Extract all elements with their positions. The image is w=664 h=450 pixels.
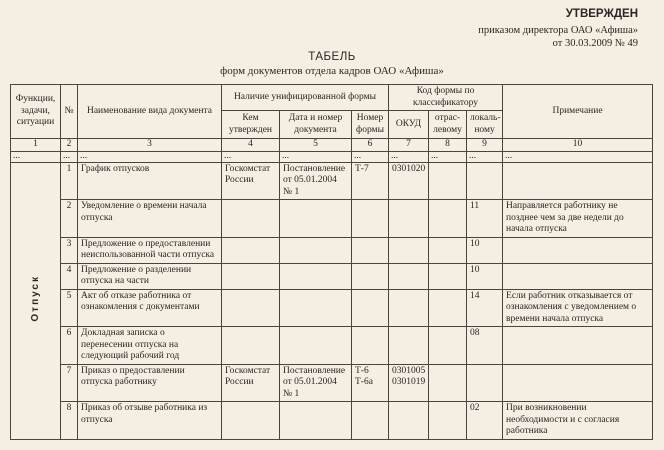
column-number: 6 (352, 139, 389, 152)
column-number: 7 (389, 139, 429, 152)
doc-name: Докладная записка о перенесении отпуска на следующий рабочий год (78, 327, 222, 365)
who-approved: Госкомстат России (222, 364, 280, 402)
column-number: 3 (78, 139, 222, 152)
doc-name: Акт об отказе работника от ознакомления с документами (78, 289, 222, 327)
form-number (352, 289, 389, 327)
doc-name: Приказ о предоставлении отпуска работнику (78, 364, 222, 402)
industry-code (429, 289, 467, 327)
local-code: 10 (467, 237, 503, 263)
form-number (352, 327, 389, 365)
column-number: 4 (222, 139, 280, 152)
table-row (11, 162, 653, 200)
column-number: 2 (61, 139, 78, 152)
table-header (11, 85, 653, 139)
approval-heading: УТВЕРЖДЕН (565, 8, 638, 20)
approval-block (478, 8, 638, 51)
who-approved (222, 402, 280, 440)
local-code: 08 (467, 327, 503, 365)
header-industry: отрас-левому (429, 111, 467, 139)
header-note: Примечание (503, 85, 653, 139)
title-main: ТАБЕЛЬ (308, 51, 356, 63)
ellipsis-cell: ... (280, 151, 352, 162)
date-number (280, 327, 352, 365)
form-number (352, 263, 389, 289)
header-number: № (61, 85, 78, 139)
note (503, 364, 653, 402)
ellipsis-cell: ... (429, 151, 467, 162)
date-number: Постановление от 05.01.2004 № 1 (280, 162, 352, 200)
note: Направляется работнику не позднее чем за две недели до начала отпуска (503, 200, 653, 238)
who-approved (222, 200, 280, 238)
form-number (352, 237, 389, 263)
header-doc-name: Наименование вида документа (78, 85, 222, 139)
table-row (11, 289, 653, 327)
header-form-number: Номер формы (352, 111, 389, 139)
ellipsis-cell: ... (467, 151, 503, 162)
header-classifier-code: Код формы по классификатору (389, 85, 503, 111)
note: Если работник отказывается от ознакомления с уведомлением о времени начала отпуска (503, 289, 653, 327)
form-number (352, 402, 389, 440)
form-number: Т-6 Т-6а (352, 364, 389, 402)
doc-name: График отпусков (78, 162, 222, 200)
ellipsis-cell: ... (222, 151, 280, 162)
row-number: 1 (61, 162, 78, 200)
group-label: Отпуск (29, 274, 41, 322)
row-number: 6 (61, 327, 78, 365)
date-number (280, 263, 352, 289)
note (503, 327, 653, 365)
note (503, 263, 653, 289)
column-number: 1 (11, 139, 61, 152)
who-approved (222, 237, 280, 263)
table-body (11, 139, 653, 440)
ellipsis-cell: ... (503, 151, 653, 162)
group-cell (11, 162, 61, 439)
header-functions: Функции, задачи, ситуации (11, 85, 61, 139)
date-number (280, 402, 352, 440)
who-approved: Госкомстат России (222, 162, 280, 200)
industry-code (429, 162, 467, 200)
doc-name: Уведомление о времени начала отпуска (78, 200, 222, 238)
ellipsis-cell: ... (389, 151, 429, 162)
table-row (11, 327, 653, 365)
industry-code (429, 402, 467, 440)
okud-code (389, 327, 429, 365)
who-approved (222, 263, 280, 289)
local-code: 11 (467, 200, 503, 238)
header-okud: ОКУД (389, 111, 429, 139)
okud-code: 0301005 0301019 (389, 364, 429, 402)
title-subtitle: форм документов отдела кадров ОАО «Афиша» (220, 65, 444, 77)
ellipsis-row (11, 151, 653, 162)
industry-code (429, 364, 467, 402)
date-number: Постановление от 05.01.2004 № 1 (280, 364, 352, 402)
ellipsis-cell: ... (11, 151, 61, 162)
column-number-row (11, 139, 653, 152)
ellipsis-cell: ... (352, 151, 389, 162)
approval-date: от 30.03.2009 № 49 (552, 38, 638, 49)
column-number: 5 (280, 139, 352, 152)
table-row (11, 263, 653, 289)
row-number: 5 (61, 289, 78, 327)
ellipsis-cell: ... (78, 151, 222, 162)
local-code (467, 364, 503, 402)
table-row (11, 200, 653, 238)
industry-code (429, 200, 467, 238)
okud-code (389, 402, 429, 440)
row-number: 7 (61, 364, 78, 402)
header-date-number: Дата и номер документа (280, 111, 352, 139)
note (503, 162, 653, 200)
header-who-approved: Кем утвержден (222, 111, 280, 139)
row-number: 2 (61, 200, 78, 238)
local-code (467, 162, 503, 200)
table-row (11, 402, 653, 440)
who-approved (222, 289, 280, 327)
forms-table (10, 84, 653, 440)
okud-code: 0301020 (389, 162, 429, 200)
row-number: 3 (61, 237, 78, 263)
column-number: 10 (503, 139, 653, 152)
table-row (11, 364, 653, 402)
date-number (280, 200, 352, 238)
form-number: Т-7 (352, 162, 389, 200)
okud-code (389, 237, 429, 263)
header-unified-form: Наличие унифицированной формы (222, 85, 389, 111)
date-number (280, 237, 352, 263)
row-number: 8 (61, 402, 78, 440)
note (503, 237, 653, 263)
industry-code (429, 327, 467, 365)
column-number: 9 (467, 139, 503, 152)
form-number (352, 200, 389, 238)
okud-code (389, 263, 429, 289)
doc-name: Предложение о разделении отпуска на части (78, 263, 222, 289)
local-code: 10 (467, 263, 503, 289)
who-approved (222, 327, 280, 365)
ellipsis-cell: ... (61, 151, 78, 162)
industry-code (429, 263, 467, 289)
okud-code (389, 200, 429, 238)
column-number: 8 (429, 139, 467, 152)
document-title (0, 50, 664, 78)
approval-order: приказом директора ОАО «Афиша» (478, 24, 638, 36)
local-code: 14 (467, 289, 503, 327)
doc-name: Приказ об отзыве работника из отпуска (78, 402, 222, 440)
note: При возникновении необходимости и с согласия работника (503, 402, 653, 440)
row-number: 4 (61, 263, 78, 289)
local-code: 02 (467, 402, 503, 440)
industry-code (429, 237, 467, 263)
date-number (280, 289, 352, 327)
doc-name: Предложение о предоставлении неиспользованной части отпуска (78, 237, 222, 263)
table-row (11, 237, 653, 263)
okud-code (389, 289, 429, 327)
header-local: локаль-ному (467, 111, 503, 139)
